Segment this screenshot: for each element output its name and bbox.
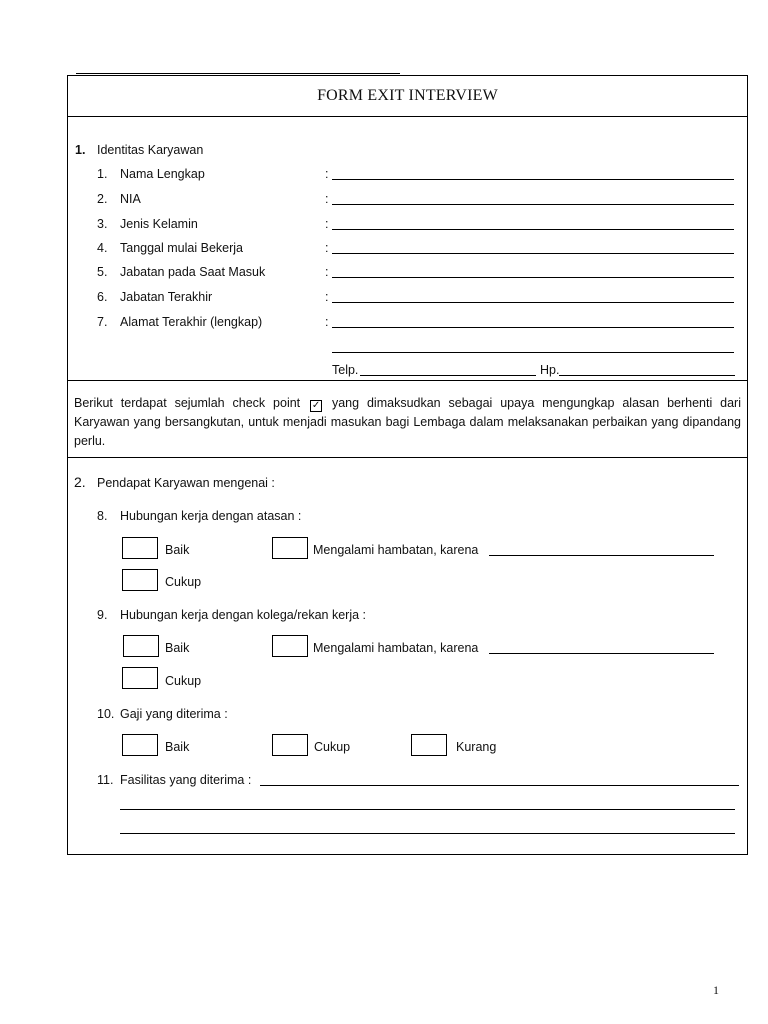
q8-hambatan-checkbox[interactable]: [272, 537, 308, 559]
nama-lengkap-input-line[interactable]: [332, 179, 734, 180]
field-number: 7.: [97, 315, 108, 329]
q9-hambatan-label: Mengalami hambatan, karena: [313, 641, 479, 655]
field-number: 2.: [97, 192, 108, 206]
q10-baik-label: Baik: [165, 740, 190, 754]
telp-input-line[interactable]: [360, 375, 536, 376]
hp-label: Hp.: [540, 363, 560, 377]
alamat-input-line-2[interactable]: [332, 352, 734, 353]
q9-cukup-label: Cukup: [165, 674, 202, 688]
jenis-kelamin-input-line[interactable]: [332, 229, 734, 230]
field-label-jabatan-masuk: Jabatan pada Saat Masuk: [120, 265, 266, 279]
section-divider: [68, 457, 747, 458]
q11-number: 11.: [97, 773, 114, 787]
field-label-jabatan-terakhir: Jabatan Terakhir: [120, 290, 213, 304]
section1-number: 1.: [75, 143, 86, 157]
field-colon: :: [325, 217, 329, 231]
checkbox-checked-icon: ✓: [311, 400, 321, 411]
q8-number: 8.: [97, 509, 108, 523]
q10-kurang-checkbox[interactable]: [411, 734, 447, 756]
section2-number: 2.: [74, 474, 86, 490]
intro-text-after: yang dimaksudkan sebagai upaya mengungkap alasan berhenti dari Karyawan yang bersangkutan, untuk menjadi masukan bagi Lembaga dalam melaksanakan perbaikan yang dipandang perlu.: [74, 396, 741, 448]
telp-label: Telp.: [332, 363, 359, 377]
q11-input-line-3[interactable]: [120, 833, 735, 834]
field-number: 5.: [97, 265, 108, 279]
q8-hambatan-input-line[interactable]: [489, 555, 714, 556]
field-colon: :: [325, 265, 329, 279]
q9-baik-checkbox[interactable]: [123, 635, 159, 657]
q11-input-line[interactable]: [260, 785, 739, 786]
q9-hambatan-checkbox[interactable]: [272, 635, 308, 657]
field-colon: :: [325, 241, 329, 255]
field-number: 1.: [97, 167, 108, 181]
tanggal-mulai-input-line[interactable]: [332, 253, 734, 254]
field-label-nia: NIA: [120, 192, 141, 206]
section2-title: Pendapat Karyawan mengenai :: [97, 476, 275, 490]
field-colon: :: [325, 290, 329, 304]
q8-cukup-checkbox[interactable]: [122, 569, 158, 591]
jabatan-masuk-input-line[interactable]: [332, 277, 734, 278]
exit-interview-form: [67, 75, 748, 855]
q9-label: Hubungan kerja dengan kolega/rekan kerja :: [120, 608, 367, 622]
field-label-tanggal-mulai: Tanggal mulai Bekerja: [120, 241, 243, 255]
section-divider: [68, 380, 747, 381]
q10-number: 10.: [97, 707, 115, 721]
page-number: 1: [713, 983, 719, 997]
q10-cukup-checkbox[interactable]: [272, 734, 308, 756]
q11-input-line-2[interactable]: [120, 809, 735, 810]
q10-baik-checkbox[interactable]: [122, 734, 158, 756]
intro-text-before: Berikut terdapat sejumlah check point: [74, 396, 301, 410]
q8-baik-label: Baik: [165, 543, 190, 557]
hp-input-line[interactable]: [559, 375, 735, 376]
field-colon: :: [325, 167, 329, 181]
field-label-jenis-kelamin: Jenis Kelamin: [120, 217, 198, 231]
form-title: FORM EXIT INTERVIEW: [317, 87, 498, 104]
q9-baik-label: Baik: [165, 641, 190, 655]
q10-cukup-label: Cukup: [314, 740, 351, 754]
field-label-nama-lengkap: Nama Lengkap: [120, 167, 205, 181]
field-colon: :: [325, 315, 329, 329]
q9-number: 9.: [97, 608, 108, 622]
field-label-alamat: Alamat Terakhir (lengkap): [120, 315, 263, 329]
jabatan-terakhir-input-line[interactable]: [332, 302, 734, 303]
q8-label: Hubungan kerja dengan atasan :: [120, 509, 302, 523]
field-number: 3.: [97, 217, 108, 231]
q11-label: Fasilitas yang diterima :: [120, 773, 252, 787]
nia-input-line[interactable]: [332, 204, 734, 205]
q9-cukup-checkbox[interactable]: [122, 667, 158, 689]
intro-paragraph: [74, 394, 741, 451]
field-colon: :: [325, 192, 329, 206]
top-rule: [76, 73, 400, 74]
q8-hambatan-label: Mengalami hambatan, karena: [313, 543, 479, 557]
form-header: [68, 76, 747, 117]
q9-hambatan-input-line[interactable]: [489, 653, 714, 654]
q8-baik-checkbox[interactable]: [122, 537, 158, 559]
q8-cukup-label: Cukup: [165, 575, 202, 589]
field-number: 6.: [97, 290, 108, 304]
q10-kurang-label: Kurang: [456, 740, 497, 754]
section1-title: Identitas Karyawan: [97, 143, 204, 157]
alamat-input-line[interactable]: [332, 327, 734, 328]
q10-label: Gaji yang diterima :: [120, 707, 228, 721]
field-number: 4.: [97, 241, 108, 255]
